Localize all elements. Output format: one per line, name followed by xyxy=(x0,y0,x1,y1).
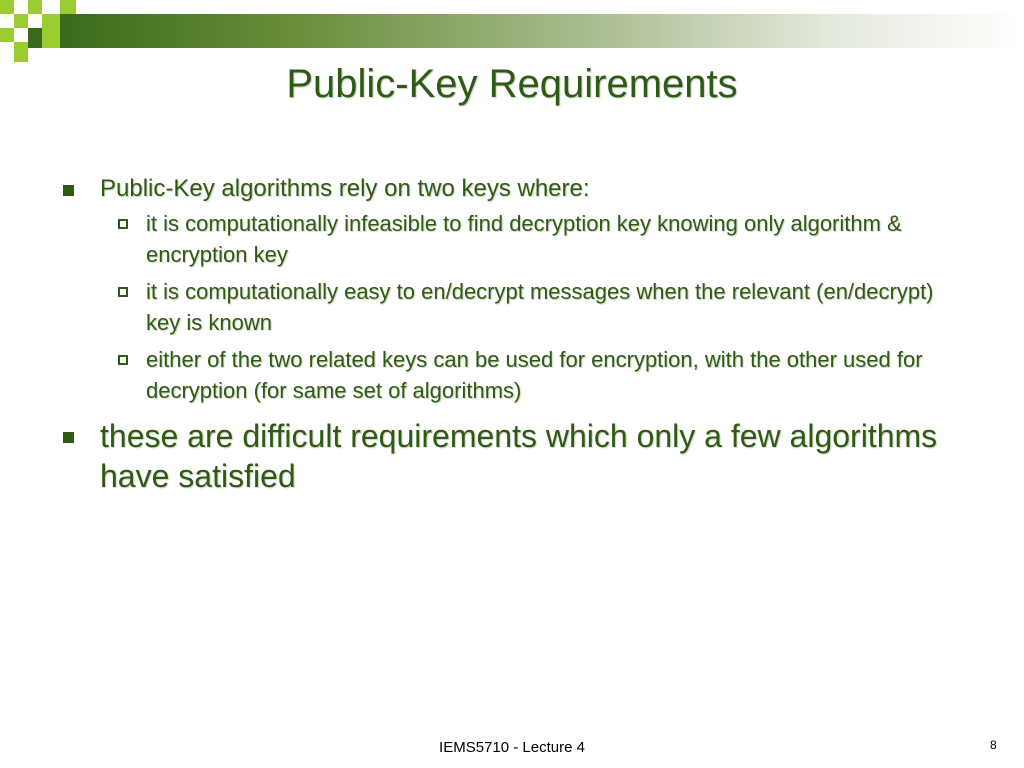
sub-bullet-item xyxy=(108,344,962,406)
hollow-square-bullet-icon xyxy=(118,219,128,229)
hollow-square-bullet-icon xyxy=(118,355,128,365)
sub-bullet-item xyxy=(108,276,962,338)
hollow-square-bullet-icon xyxy=(118,287,128,297)
square-bullet-icon xyxy=(63,432,74,443)
bullet-text: Public-Key algorithms rely on two keys where: xyxy=(100,175,590,202)
decor-square xyxy=(14,42,28,62)
slide-footer: IEMS5710 - Lecture 4 xyxy=(439,739,585,756)
slide-body xyxy=(62,174,962,496)
bullet-text: these are difficult requirements which only a few algorithms have satisfied xyxy=(100,418,938,494)
decor-square xyxy=(42,14,60,48)
decor-square xyxy=(0,28,14,42)
slide-title: Public-Key Requirements xyxy=(286,62,738,106)
decor-square xyxy=(0,0,14,14)
decor-square xyxy=(14,14,28,28)
page-number: 8 xyxy=(990,738,997,752)
decor-square xyxy=(60,0,76,14)
square-bullet-icon xyxy=(63,185,74,196)
sub-bullet-text: it is computationally infeasible to find decryption key knowing only algorithm & encryption key xyxy=(146,211,902,267)
bullet-item xyxy=(62,416,962,496)
decor-square xyxy=(28,28,42,48)
bullet-item xyxy=(62,174,962,204)
header-gradient-bar xyxy=(60,14,1024,48)
sub-bullet-list xyxy=(108,208,962,406)
sub-bullet-text: it is computationally easy to en/decrypt messages when the relevant (en/decrypt) key is known xyxy=(146,279,934,335)
decor-square xyxy=(28,0,42,14)
sub-bullet-text: either of the two related keys can be used for encryption, with the other used for decryption (for same set of algorithms) xyxy=(146,347,923,403)
sub-bullet-item xyxy=(108,208,962,270)
